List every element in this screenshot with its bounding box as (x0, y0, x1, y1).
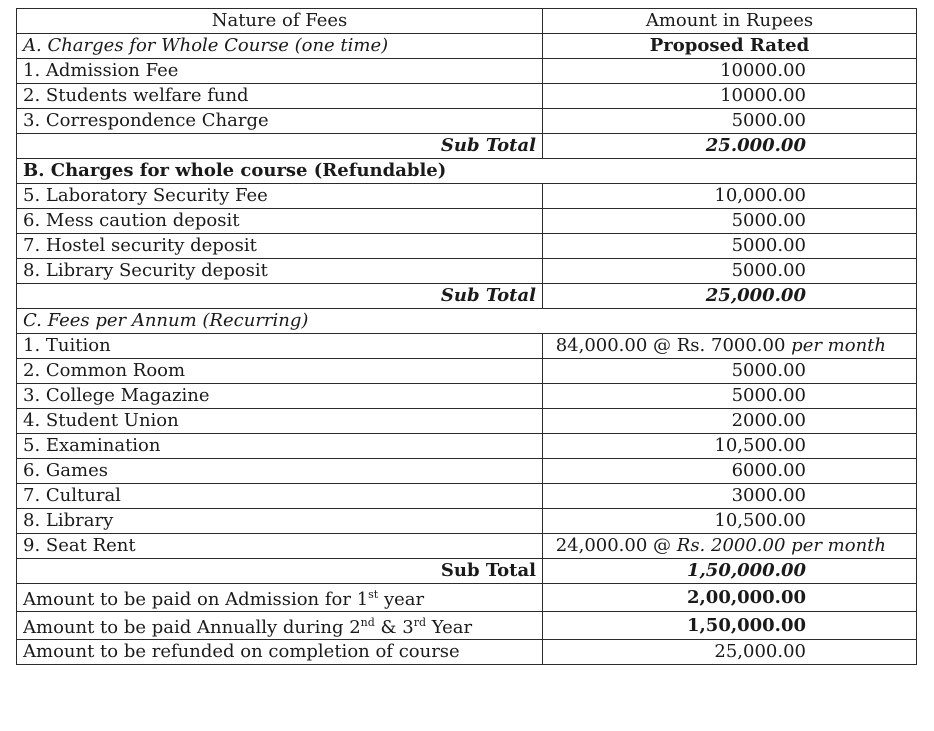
subtotal-label: Sub Total (17, 284, 543, 309)
table-row (17, 59, 917, 84)
tuition-per: per month (791, 335, 886, 356)
row-amount: 10,000.00 (543, 184, 917, 209)
subtotal-label: Sub Total (17, 134, 543, 159)
seat-rent-amount: 24,000.00 @ (555, 535, 672, 556)
section-b-title: B. Charges for whole course (Refundable) (17, 159, 917, 184)
superscript: nd (360, 616, 375, 629)
summary-amount: 1,50,000.00 (543, 612, 917, 640)
table-row (17, 84, 917, 109)
summary-row (17, 584, 917, 612)
row-amount: 6000.00 (543, 459, 917, 484)
summary-label-text: Amount to be paid Annually during 2 (23, 617, 361, 638)
tuition-amount: 84,000.00 @ Rs. 7000.00 (555, 335, 786, 356)
summary-row (17, 612, 917, 640)
row-amount: 5000.00 (543, 109, 917, 134)
row-amount: 5000.00 (543, 234, 917, 259)
subtotal-label: Sub Total (17, 559, 543, 584)
row-label: 3. Correspondence Charge (17, 109, 543, 134)
subtotal-row (17, 134, 917, 159)
summary-label: Amount to be refunded on completion of course (17, 640, 543, 665)
subtotal-row (17, 284, 917, 309)
row-amount: 10000.00 (543, 84, 917, 109)
table-row (17, 234, 917, 259)
row-label: 7. Cultural (17, 484, 543, 509)
table-row (17, 534, 917, 559)
row-amount: 5000.00 (543, 359, 917, 384)
row-amount: 10000.00 (543, 59, 917, 84)
superscript: rd (413, 616, 427, 629)
summary-label-text: & 3 (374, 617, 414, 638)
row-label: 8. Library Security deposit (17, 259, 543, 284)
table-row (17, 509, 917, 534)
summary-label-text: year (378, 589, 425, 610)
summary-row (17, 640, 917, 665)
table-row (17, 184, 917, 209)
row-amount: 10,500.00 (543, 434, 917, 459)
header-amount: Amount in Rupees (543, 9, 917, 34)
subtotal-row (17, 559, 917, 584)
row-label: 8. Library (17, 509, 543, 534)
section-c-title: C. Fees per Annum (Recurring) (17, 309, 917, 334)
subtotal-amount: 25,000.00 (543, 284, 917, 309)
summary-label (17, 584, 543, 612)
table-row (17, 209, 917, 234)
superscript: st (368, 588, 379, 601)
seat-rent-per: per month (791, 535, 886, 556)
table-row (17, 434, 917, 459)
summary-amount: 2,00,000.00 (543, 584, 917, 612)
table-header-row (17, 9, 917, 34)
header-nature: Nature of Fees (17, 9, 543, 34)
row-amount (543, 534, 917, 559)
seat-rent-rate: Rs. 2000.00 (676, 535, 786, 556)
table-row (17, 484, 917, 509)
subtotal-amount: 25.000.00 (543, 134, 917, 159)
table-row (17, 384, 917, 409)
section-a-subheader: Proposed Rated (543, 34, 917, 59)
section-a-title: A. Charges for Whole Course (one time) (17, 34, 543, 59)
section-a-title-row (17, 34, 917, 59)
row-label: 1. Admission Fee (17, 59, 543, 84)
table-row (17, 109, 917, 134)
section-b-title-row (17, 159, 917, 184)
fees-table (16, 8, 917, 665)
summary-amount: 25,000.00 (543, 640, 917, 665)
row-amount: 5000.00 (543, 384, 917, 409)
row-label: 6. Mess caution deposit (17, 209, 543, 234)
subtotal-amount: 1,50,000.00 (543, 559, 917, 584)
row-amount: 3000.00 (543, 484, 917, 509)
row-amount: 10,500.00 (543, 509, 917, 534)
row-label: 1. Tuition (17, 334, 543, 359)
table-row (17, 409, 917, 434)
row-label: 2. Students welfare fund (17, 84, 543, 109)
row-label: 6. Games (17, 459, 543, 484)
row-label: 3. College Magazine (17, 384, 543, 409)
row-label: 7. Hostel security deposit (17, 234, 543, 259)
section-c-title-row (17, 309, 917, 334)
row-amount: 5000.00 (543, 259, 917, 284)
summary-label-text: Year (426, 617, 473, 638)
summary-label (17, 612, 543, 640)
row-amount (543, 334, 917, 359)
summary-label-text: Amount to be paid on Admission for 1 (23, 589, 369, 610)
table-row (17, 259, 917, 284)
table-row (17, 359, 917, 384)
row-amount: 5000.00 (543, 209, 917, 234)
row-label: 4. Student Union (17, 409, 543, 434)
table-row (17, 334, 917, 359)
table-row (17, 459, 917, 484)
row-label: 5. Laboratory Security Fee (17, 184, 543, 209)
row-label: 9. Seat Rent (17, 534, 543, 559)
row-amount: 2000.00 (543, 409, 917, 434)
row-label: 5. Examination (17, 434, 543, 459)
row-label: 2. Common Room (17, 359, 543, 384)
